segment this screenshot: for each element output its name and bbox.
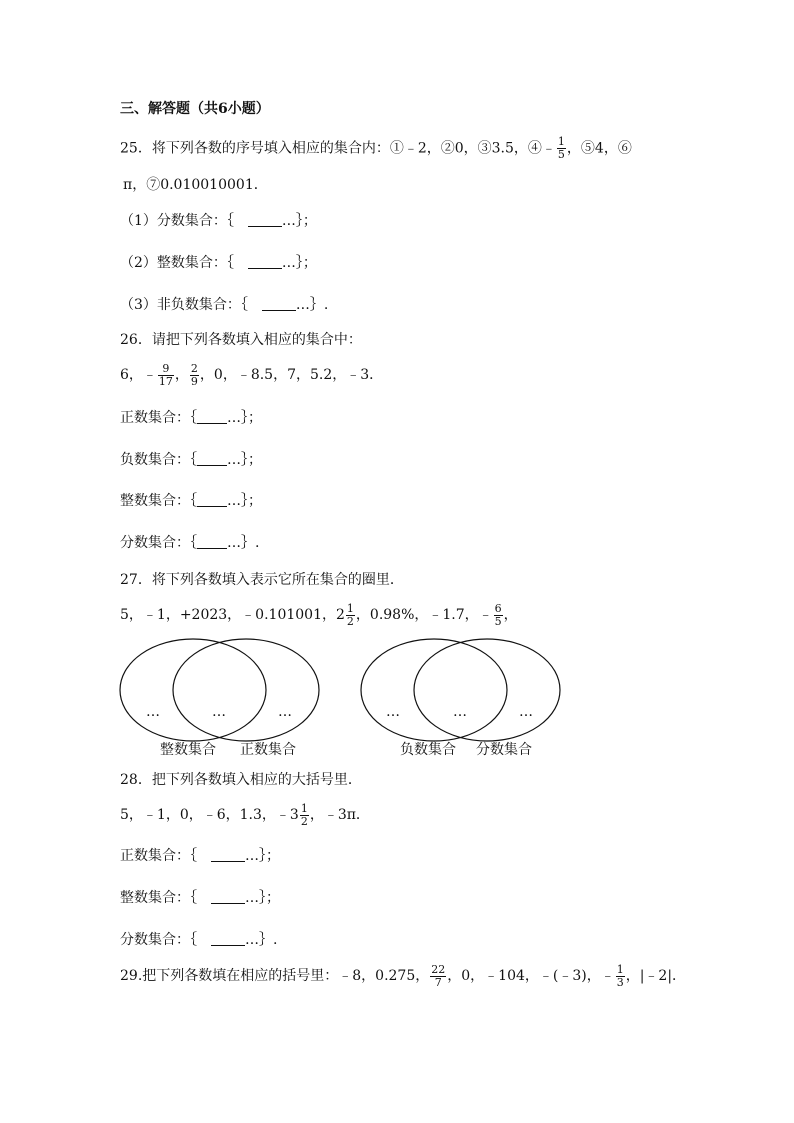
venn-2-dots-middle: …: [453, 704, 467, 720]
q26-item-3-tail: …｝；: [227, 493, 262, 509]
q29-fraction-2-den: 3: [616, 975, 624, 989]
q28-mixed-den: 2: [300, 814, 308, 828]
venn-2-dots-right: …: [519, 704, 533, 720]
q28-mixed-num: 1: [300, 801, 308, 815]
q29-tail-text: ，|﹣2|．: [625, 968, 687, 984]
answer-blank[interactable]: [197, 534, 227, 549]
q25-fraction: [557, 136, 566, 161]
q28-item-3: [120, 930, 277, 950]
q26-item-1: [120, 408, 262, 428]
answer-blank[interactable]: [197, 492, 227, 507]
q29-stem: [120, 962, 686, 990]
venn-2-dots-left: …: [386, 704, 400, 720]
q25-item-3-label: （3）非负数集合：｛: [120, 297, 248, 313]
answer-blank[interactable]: [197, 451, 227, 466]
q27-mixed-whole: 2: [335, 607, 345, 623]
q28-mixed-whole: 3: [289, 807, 299, 823]
q26-nums-b: ，0，﹣8.5，7，5.2，﹣3．: [199, 367, 384, 383]
q28-item-2-tail: …｝；: [245, 890, 280, 906]
q25-stem-text-b: ，⑤4，⑥: [566, 140, 632, 157]
section-title: 三、解答题（共6小题）: [120, 101, 270, 117]
answer-blank[interactable]: [262, 296, 296, 311]
q27-mixed-num: 1: [346, 601, 354, 615]
q27-fraction-den: 5: [494, 614, 502, 628]
q29-fraction-1-den: 7: [434, 975, 442, 989]
q25-item-3-tail: …｝.: [295, 297, 329, 313]
q25-fraction-num: 1: [557, 135, 565, 148]
q29-fraction-2-num: 1: [616, 962, 624, 976]
q28-nums-b: ，﹣3π．: [309, 807, 370, 823]
venn-2: [361, 639, 560, 758]
q28-item-3-tail: …｝.: [245, 932, 278, 948]
q28-item-2-label: 整数集合：｛: [120, 890, 197, 906]
q26-fraction-1-den: 17: [158, 374, 173, 388]
q27-stem: 27．将下列各数填入表示它所在集合的圈里．: [120, 572, 404, 588]
q28-item-3-label: 分数集合：｛: [120, 932, 197, 948]
venn-1-dots-left: …: [146, 704, 160, 720]
answer-blank[interactable]: [211, 931, 245, 946]
q25-item-2-label: （2）整数集合：｛: [120, 255, 234, 271]
q28-mixed-number: [290, 802, 310, 828]
q26-stem: 26．请把下列各数填入相应的集合中：: [120, 332, 362, 348]
q27-mixed-number: [336, 602, 356, 628]
q26-item-1-tail: …｝；: [227, 410, 262, 426]
q25-item-3: [120, 295, 328, 315]
venn-1-dots-right: …: [278, 704, 292, 720]
q26-fraction-2-den: 9: [190, 374, 198, 388]
q26-fraction-1: [158, 363, 174, 388]
q29-stem-text: 29.把下列各数填在相应的括号里：﹣8，0.275，: [120, 968, 430, 984]
q29-fraction-2: [616, 964, 625, 989]
answer-blank[interactable]: [211, 889, 245, 904]
q25-item-2-tail: …｝；: [281, 255, 317, 271]
q26-item-3-label: 整数集合：｛: [120, 493, 197, 509]
q25-item-1: [120, 211, 317, 231]
q25-stem-line2: π，⑦0.010010001．: [123, 177, 268, 193]
q27-nums-a: 5，﹣1，+2023，﹣0.101001，: [120, 607, 336, 623]
q29-fraction-1-num: 22: [431, 962, 446, 976]
q26-fraction-2-num: 2: [190, 361, 198, 375]
q26-item-2: [120, 450, 262, 470]
q27-venn-diagrams: [0, 630, 794, 770]
q29-fraction-1: [430, 964, 446, 989]
q27-nums-c: ，: [503, 607, 518, 623]
q28-stem: 28．把下列各数填入相应的大括号里．: [120, 772, 362, 788]
q26-comma: ，: [174, 367, 189, 383]
q29-mid-text: ，0，﹣104，﹣(﹣3)，﹣: [447, 968, 615, 984]
q26-item-4-label: 分数集合：｛: [120, 535, 197, 551]
q27-fraction-num: 6: [494, 601, 502, 615]
answer-blank[interactable]: [197, 409, 227, 424]
venn-2-left-label: 负数集合: [400, 742, 456, 758]
q25-item-1-label: （1）分数集合：｛: [120, 213, 234, 229]
venn-1-left-label: 整数集合: [160, 742, 216, 758]
q26-numbers: [120, 362, 383, 388]
venn-1: [120, 639, 319, 758]
q26-item-4-tail: …｝.: [227, 535, 260, 551]
q26-fraction-1-num: 9: [158, 363, 174, 376]
q27-nums-b: ，0.98%，﹣1.7，﹣: [355, 607, 493, 623]
answer-blank[interactable]: [248, 212, 282, 227]
answer-blank[interactable]: [211, 847, 245, 862]
q27-fraction: [494, 603, 503, 628]
q25-item-1-tail: …｝；: [281, 213, 317, 229]
q27-numbers: [120, 602, 518, 628]
venn-2-right-label: 分数集合: [476, 742, 532, 758]
q26-fraction-2: [190, 363, 199, 388]
q25-stem-text-a: 25．将下列各数的序号填入相应的集合内：①﹣2，②0，③3.5，④﹣: [120, 140, 556, 157]
q26-nums-a: 6，﹣: [120, 367, 157, 383]
q26-item-1-label: 正数集合：｛: [120, 410, 197, 426]
q25-fraction-den: 5: [557, 148, 565, 161]
q28-nums-a: 5，﹣1，0，﹣6，1.3，﹣: [120, 807, 290, 823]
venn-1-dots-middle: …: [212, 704, 226, 720]
q28-item-1-tail: …｝；: [245, 848, 280, 864]
q28-item-1: [120, 846, 280, 866]
q26-item-4: [120, 533, 259, 553]
q28-numbers: [120, 802, 370, 828]
answer-blank[interactable]: [248, 254, 282, 269]
q26-item-2-label: 负数集合：｛: [120, 452, 197, 468]
q26-item-3: [120, 491, 262, 511]
q26-item-2-tail: …｝；: [227, 452, 262, 468]
q25-item-2: [120, 253, 317, 273]
venn-1-right-label: 正数集合: [240, 742, 296, 758]
q25-stem: [120, 136, 632, 161]
q28-item-2: [120, 888, 280, 908]
q27-mixed-den: 2: [346, 614, 354, 628]
q28-item-1-label: 正数集合：｛: [120, 848, 197, 864]
